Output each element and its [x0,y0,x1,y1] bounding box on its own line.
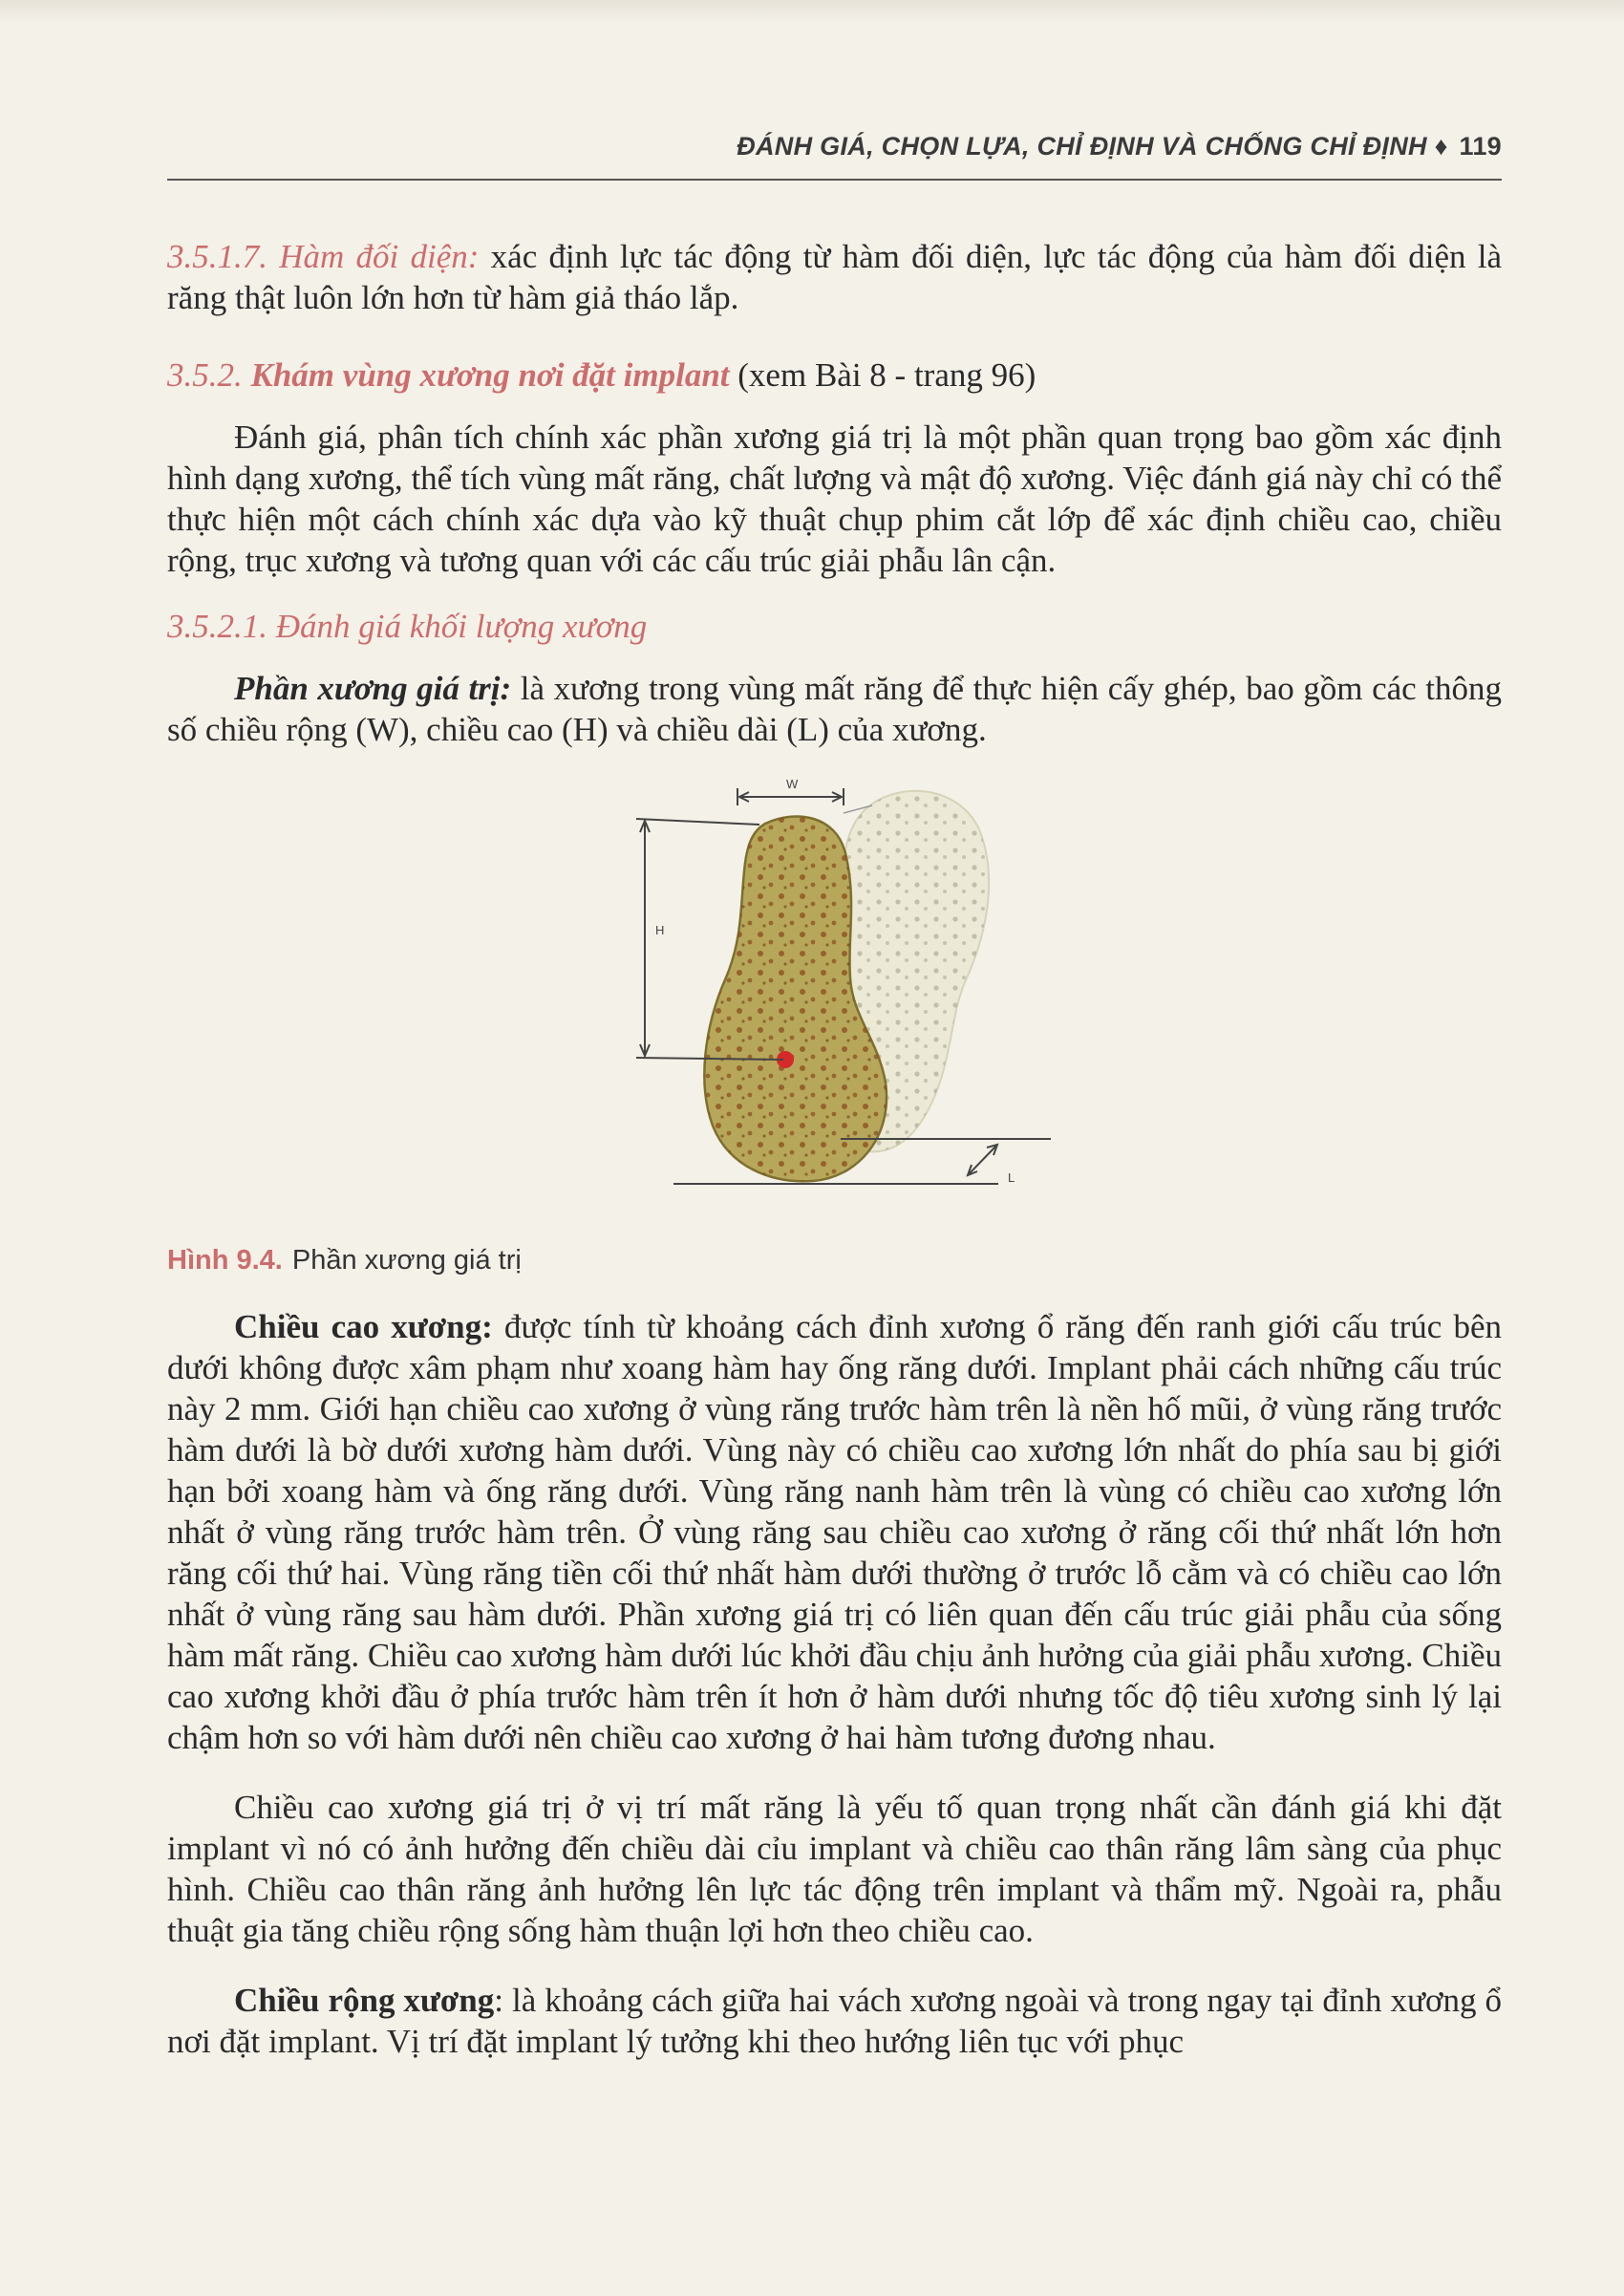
section-3517-paragraph [167,236,1502,318]
label-l: L [1008,1170,1015,1185]
scan-edge [0,0,1624,23]
height-paragraph-2: Chiều cao xương giá trị ở vị trí mất răng là yếu tố quan trọng nhất cần đánh giá khi đặt implant vì nó có ảnh hưởng đến chiều dài cỉu implant và chiều cao thân răng lâm sàng của phục hình. Chiều cao thân răng ảnh hưởng lên lực tác động trên implant và thẩm mỹ. Ngoài ra, phẫu thuật gia tăng chiều rộng sống hàm thuận lợi hơn theo chiều cao. [167,1789,1502,1949]
section-3521-heading: 3.5.2.1. Đánh giá khối lượng xương [167,608,648,645]
caption-text: Phần xương giá trị [291,1245,522,1276]
section-3517-text: xác định lực tác động từ hàm đối diện, lực tác động của hàm đối diện là răng thật luôn lớn hơn từ hàm giả tháo lắp. [167,238,1503,316]
section-3521-term: Phần xương giá trị: [234,670,512,707]
figure-9-4 [167,777,1502,1243]
running-title: ĐÁNH GIÁ, CHỌN LỰA, CHỈ ĐỊNH VÀ CHỐNG CHỈ ĐỊNH [737,132,1427,161]
section-352-reference: (xem Bài 8 - trang 96) [737,356,1036,394]
caption-number: Hình 9.4. [167,1245,283,1276]
label-h: H [655,923,665,937]
width-paragraph [167,1980,1502,2062]
height-term: Chiều cao xương: [234,1308,493,1345]
width-text: : là khoảng cách giữa hai vách xương ngoài và trong ngay tại đỉnh xương ổ nơi đặt implant. Vị trí đặt implant lý tưởng khi theo hướng liên tục với phục [167,1982,1502,2060]
running-header [167,132,1502,161]
section-3517-heading: 3.5.1.7. Hàm đối diện: [167,238,480,275]
page-content [167,236,1502,2062]
label-w: W [786,777,799,791]
section-352-number: 3.5.2. [167,356,243,394]
bone-diagram [167,777,1502,1243]
header-rule [167,179,1502,181]
section-352-heading-line [167,354,1502,396]
height-paragraph [167,1306,1502,1758]
section-3521-paragraph [167,668,1502,750]
section-3521-text: là xương trong vùng mất răng để thực hiện cấy ghép, bao gồm các thông số chiều rộng (W), chiều cao (H) và chiều dài (L) của xương. [167,670,1502,748]
header-separator: ♦ [1434,132,1448,161]
section-352-paragraph: Đánh giá, phân tích chính xác phần xương giá trị là một phần quan trọng bao gồm xác định hình dạng xương, thể tích vùng mất răng, chất lượng và mật độ xương. Việc đánh giá này chỉ có thể thực hiện một cách chính xác dựa vào kỹ thuật chụp phim cắt lớp để xác định chiều cao, chiều rộng, trục xương và tương quan với các cấu trúc giải phẫu lân cận. [167,418,1502,579]
width-term: Chiều rộng xương [234,1982,495,2019]
page-number: 119 [1459,132,1502,161]
height-text: được tính từ khoảng cách đỉnh xương ổ răng đến ranh giới cấu trúc bên dưới không được xâm phạm như xoang hàm hay ống răng dưới. Implant phải cách những cấu trúc này 2 mm. Giới hạn chiều cao xương ở vùng răng trước hàm trên là nền hố mũi, ở vùng răng trước hàm dưới là bờ dưới xương hàm dưới. Vùng này có chiều cao xương lớn nhất do phía sau bị giới hạn bởi xoang hàm và ống răng dưới. Vùng răng nanh hàm trên là vùng có chiều cao xương lớn nhất ở vùng răng trước hàm trên. Ở vùng răng sau chiều cao xương ở răng cối thứ nhất lớn hơn răng cối thứ hai. Vùng răng tiền cối thứ nhất hàm dưới thường ở trước lỗ cằm và có chiều cao lớn nhất ở vùng răng sau hàm dưới. Phần xương giá trị có liên quan đến cấu trúc giải phẫu của sống hàm mất răng. Chiều cao xương hàm dưới lúc khởi đầu chịu ảnh hưởng của giải phẫu xương. Chiều cao xương khởi đầu ở phía trước hàm trên ít hơn ở hàm dưới nhưng tốc độ tiêu xương sinh lý lại chậm hơn so với hàm dưới nên chiều cao xương ở hai hàm tương đương nhau. [167,1308,1503,1756]
section-352-heading: Khám vùng xương nơi đặt implant [250,356,730,394]
width-dimension [737,788,872,813]
figure-caption [167,1243,1502,1277]
